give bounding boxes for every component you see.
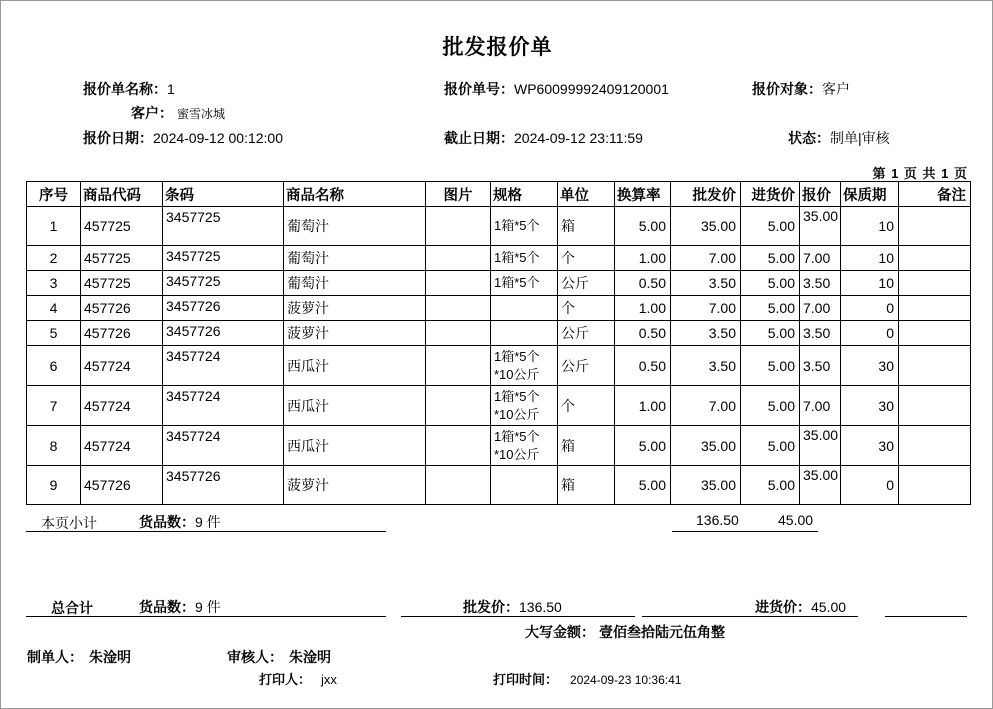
cell-unit: 箱 bbox=[558, 207, 615, 246]
subtotal-count-value: 9 件 bbox=[195, 514, 221, 530]
cell-name: 葡萄汁 bbox=[284, 207, 426, 246]
subtotal-purchase: 45.00 bbox=[778, 512, 814, 528]
document-title: 批发报价单 bbox=[442, 36, 553, 59]
cell-remark bbox=[899, 321, 971, 346]
subtotal-label: 本页小计 bbox=[41, 515, 97, 531]
col-header-image: 图片 bbox=[426, 182, 491, 207]
cell-shelf: 30 bbox=[841, 346, 899, 386]
maker-value: 朱淦明 bbox=[89, 649, 131, 665]
cell-spec: 1箱*5个 bbox=[491, 246, 558, 271]
col-header-code: 商品代码 bbox=[81, 182, 163, 207]
col-header-barcode: 条码 bbox=[163, 182, 284, 207]
cell-name: 葡萄汁 bbox=[284, 271, 426, 296]
subtotal-amount-underline bbox=[672, 531, 818, 532]
quote-date: 报价日期：2024-09-12 00:12:00 bbox=[83, 130, 283, 146]
col-header-name: 商品名称 bbox=[284, 182, 426, 207]
cell-no: 1 bbox=[27, 207, 81, 246]
total-wholesale: 批发价：136.50 bbox=[463, 599, 562, 615]
cell-remark bbox=[899, 466, 971, 505]
cell-remark bbox=[899, 296, 971, 321]
quote-number-value: WP60099992409120001 bbox=[514, 81, 669, 97]
quote-target: 报价对象：客户 bbox=[752, 81, 850, 97]
cell-no: 3 bbox=[27, 271, 81, 296]
deadline: 截止日期：2024-09-12 23:11:59 bbox=[444, 130, 643, 146]
cell-spec bbox=[491, 466, 558, 505]
table-header-row bbox=[27, 182, 971, 207]
cell-purchase: 5.00 bbox=[741, 346, 800, 386]
cell-unit: 公斤 bbox=[558, 271, 615, 296]
cell-barcode: 3457725 bbox=[163, 207, 284, 246]
subtotal-count: 货品数：9 件 bbox=[139, 514, 221, 530]
cell-purchase: 5.00 bbox=[741, 271, 800, 296]
cell-no: 8 bbox=[27, 426, 81, 466]
cell-quote: 7.00 bbox=[800, 386, 841, 426]
cell-wholesale: 7.00 bbox=[671, 246, 741, 271]
cell-unit: 公斤 bbox=[558, 346, 615, 386]
cell-code: 457724 bbox=[81, 386, 163, 426]
cell-shelf: 0 bbox=[841, 466, 899, 505]
cell-shelf: 30 bbox=[841, 426, 899, 466]
cell-unit: 个 bbox=[558, 246, 615, 271]
table-row bbox=[27, 386, 971, 426]
cell-barcode: 3457725 bbox=[163, 271, 284, 296]
deadline-value: 2024-09-12 23:11:59 bbox=[514, 130, 643, 146]
cell-unit: 公斤 bbox=[558, 321, 615, 346]
cell-shelf: 30 bbox=[841, 386, 899, 426]
cell-remark bbox=[899, 207, 971, 246]
cell-name: 菠萝汁 bbox=[284, 321, 426, 346]
cell-shelf: 10 bbox=[841, 207, 899, 246]
cell-shelf: 10 bbox=[841, 271, 899, 296]
cell-rate: 0.50 bbox=[615, 346, 671, 386]
customer: 客户： 蜜雪冰城 bbox=[131, 105, 226, 121]
quote-name: 报价单名称：1 bbox=[83, 81, 175, 97]
cell-wholesale: 35.00 bbox=[671, 207, 741, 246]
cell-wholesale: 35.00 bbox=[671, 466, 741, 505]
cell-remark bbox=[899, 426, 971, 466]
cell-image bbox=[426, 426, 491, 466]
cell-unit: 箱 bbox=[558, 466, 615, 505]
cell-no: 7 bbox=[27, 386, 81, 426]
cell-image bbox=[426, 386, 491, 426]
quote-date-value: 2024-09-12 00:12:00 bbox=[153, 130, 283, 146]
total-count-value: 9 件 bbox=[195, 599, 221, 615]
customer-value: 蜜雪冰城 bbox=[177, 107, 226, 121]
total-purchase-value: 45.00 bbox=[811, 599, 847, 615]
amount-in-words-value: 壹佰叁拾陆元伍角整 bbox=[599, 624, 725, 640]
cell-shelf: 10 bbox=[841, 246, 899, 271]
cell-image bbox=[426, 207, 491, 246]
cell-barcode: 3457724 bbox=[163, 346, 284, 386]
total-purchase: 进货价：45.00 bbox=[755, 599, 847, 615]
cell-code: 457725 bbox=[81, 271, 163, 296]
cell-wholesale: 7.00 bbox=[671, 386, 741, 426]
cell-rate: 5.00 bbox=[615, 426, 671, 466]
cell-remark bbox=[899, 386, 971, 426]
reviewer: 审核人： 朱淦明 bbox=[227, 649, 331, 665]
cell-name: 西瓜汁 bbox=[284, 346, 426, 386]
col-header-shelf: 保质期 bbox=[841, 182, 899, 207]
cell-quote: 7.00 bbox=[800, 296, 841, 321]
cell-image bbox=[426, 271, 491, 296]
cell-name: 菠萝汁 bbox=[284, 296, 426, 321]
col-header-no: 序号 bbox=[27, 182, 81, 207]
cell-barcode: 3457726 bbox=[163, 321, 284, 346]
cell-name: 西瓜汁 bbox=[284, 386, 426, 426]
cell-unit: 个 bbox=[558, 296, 615, 321]
cell-image bbox=[426, 466, 491, 505]
maker: 制单人： 朱淦明 bbox=[27, 649, 131, 665]
cell-spec: 1箱*5个*10公斤 bbox=[491, 346, 558, 386]
col-header-unit: 单位 bbox=[558, 182, 615, 207]
printer-value: jxx bbox=[321, 672, 337, 687]
cell-wholesale: 3.50 bbox=[671, 346, 741, 386]
cell-rate: 1.00 bbox=[615, 386, 671, 426]
table-row bbox=[27, 321, 971, 346]
cell-barcode: 3457725 bbox=[163, 246, 284, 271]
table-row bbox=[27, 466, 971, 505]
cell-spec bbox=[491, 321, 558, 346]
quote-target-value: 客户 bbox=[822, 81, 850, 97]
cell-spec: 1箱*5个*10公斤 bbox=[491, 386, 558, 426]
cell-barcode: 3457724 bbox=[163, 426, 284, 466]
cell-image bbox=[426, 246, 491, 271]
status: 状态：制单|审核 bbox=[788, 130, 890, 146]
cell-quote: 35.00 bbox=[800, 466, 841, 505]
cell-quote: 35.00 bbox=[800, 207, 841, 246]
total-purchase-underline bbox=[642, 616, 858, 617]
cell-barcode: 3457724 bbox=[163, 386, 284, 426]
cell-remark bbox=[899, 246, 971, 271]
cell-image bbox=[426, 346, 491, 386]
print-time-value: 2024-09-23 10:36:41 bbox=[570, 673, 682, 687]
total-wholesale-underline bbox=[401, 616, 635, 617]
cell-rate: 0.50 bbox=[615, 271, 671, 296]
printer: 打印人： jxx bbox=[259, 672, 337, 687]
table-row bbox=[27, 346, 971, 386]
cell-rate: 5.00 bbox=[615, 466, 671, 505]
cell-no: 5 bbox=[27, 321, 81, 346]
cell-barcode: 3457726 bbox=[163, 466, 284, 505]
col-header-remark: 备注 bbox=[899, 182, 971, 207]
cell-code: 457724 bbox=[81, 346, 163, 386]
cell-code: 457726 bbox=[81, 466, 163, 505]
total-label: 总合计 bbox=[51, 600, 93, 616]
cell-name: 菠萝汁 bbox=[284, 466, 426, 505]
cell-barcode: 3457726 bbox=[163, 296, 284, 321]
cell-image bbox=[426, 296, 491, 321]
cell-code: 457724 bbox=[81, 426, 163, 466]
cell-purchase: 5.00 bbox=[741, 321, 800, 346]
cell-quote: 7.00 bbox=[800, 246, 841, 271]
quote-table bbox=[26, 181, 971, 505]
cell-name: 西瓜汁 bbox=[284, 426, 426, 466]
cell-purchase: 5.00 bbox=[741, 386, 800, 426]
cell-spec bbox=[491, 296, 558, 321]
cell-rate: 1.00 bbox=[615, 296, 671, 321]
table-row bbox=[27, 426, 971, 466]
total-extra-underline bbox=[885, 616, 967, 617]
col-header-purchase: 进货价 bbox=[741, 182, 800, 207]
status-value: 制单|审核 bbox=[830, 130, 890, 146]
cell-wholesale: 3.50 bbox=[671, 271, 741, 296]
total-count: 货品数：9 件 bbox=[139, 599, 221, 615]
reviewer-value: 朱淦明 bbox=[289, 649, 331, 665]
cell-no: 6 bbox=[27, 346, 81, 386]
subtotal-wholesale: 136.50 bbox=[696, 512, 739, 528]
cell-wholesale: 3.50 bbox=[671, 321, 741, 346]
subtotal-underline bbox=[26, 531, 386, 532]
cell-rate: 0.50 bbox=[615, 321, 671, 346]
cell-spec: 1箱*5个*10公斤 bbox=[491, 426, 558, 466]
table-row bbox=[27, 271, 971, 296]
quote-name-value: 1 bbox=[167, 81, 175, 97]
table-row bbox=[27, 296, 971, 321]
amount-in-words: 大写金额： 壹佰叁拾陆元伍角整 bbox=[525, 624, 725, 640]
total-wholesale-value: 136.50 bbox=[519, 599, 562, 615]
cell-wholesale: 35.00 bbox=[671, 426, 741, 466]
col-header-rate: 换算率 bbox=[615, 182, 671, 207]
col-header-spec: 规格 bbox=[491, 182, 558, 207]
col-header-quote: 报价 bbox=[800, 182, 841, 207]
cell-purchase: 5.00 bbox=[741, 426, 800, 466]
cell-purchase: 5.00 bbox=[741, 207, 800, 246]
cell-code: 457726 bbox=[81, 321, 163, 346]
cell-code: 457726 bbox=[81, 296, 163, 321]
cell-no: 4 bbox=[27, 296, 81, 321]
cell-image bbox=[426, 321, 491, 346]
table-row bbox=[27, 246, 971, 271]
quote-number: 报价单号：WP60099992409120001 bbox=[444, 81, 669, 97]
col-header-wholesale: 批发价 bbox=[671, 182, 741, 207]
cell-no: 9 bbox=[27, 466, 81, 505]
cell-code: 457725 bbox=[81, 207, 163, 246]
cell-unit: 箱 bbox=[558, 426, 615, 466]
print-time: 打印时间： 2024-09-23 10:36:41 bbox=[493, 672, 682, 687]
cell-no: 2 bbox=[27, 246, 81, 271]
cell-shelf: 0 bbox=[841, 296, 899, 321]
page-info: 第 1 页 共 1 页 bbox=[872, 166, 968, 181]
cell-quote: 3.50 bbox=[800, 346, 841, 386]
cell-remark bbox=[899, 271, 971, 296]
cell-purchase: 5.00 bbox=[741, 246, 800, 271]
cell-spec: 1箱*5个 bbox=[491, 271, 558, 296]
cell-name: 葡萄汁 bbox=[284, 246, 426, 271]
cell-spec: 1箱*5个 bbox=[491, 207, 558, 246]
cell-quote: 3.50 bbox=[800, 271, 841, 296]
cell-quote: 35.00 bbox=[800, 426, 841, 466]
cell-unit: 个 bbox=[558, 386, 615, 426]
cell-code: 457725 bbox=[81, 246, 163, 271]
cell-purchase: 5.00 bbox=[741, 466, 800, 505]
table-row bbox=[27, 207, 971, 246]
cell-quote: 3.50 bbox=[800, 321, 841, 346]
cell-remark bbox=[899, 346, 971, 386]
total-underline bbox=[26, 616, 386, 617]
cell-purchase: 5.00 bbox=[741, 296, 800, 321]
cell-rate: 1.00 bbox=[615, 246, 671, 271]
cell-shelf: 0 bbox=[841, 321, 899, 346]
cell-rate: 5.00 bbox=[615, 207, 671, 246]
cell-wholesale: 7.00 bbox=[671, 296, 741, 321]
